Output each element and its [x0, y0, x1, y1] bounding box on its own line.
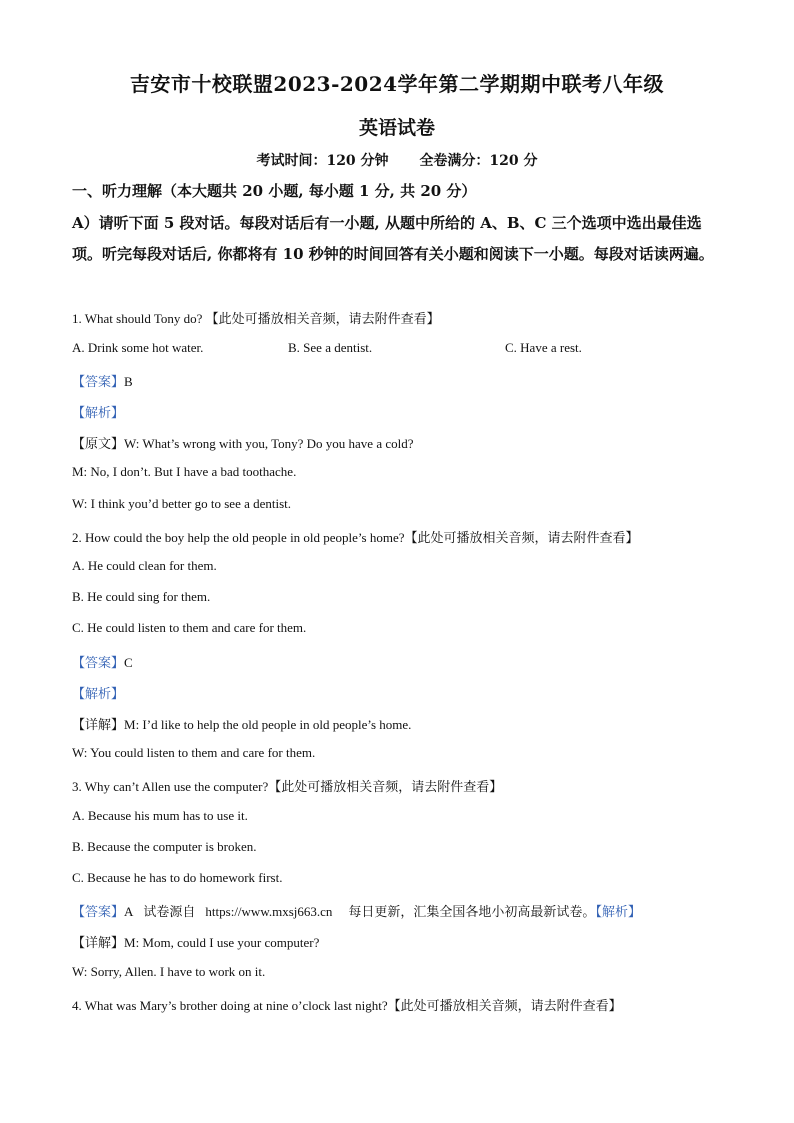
- page-title: 吉安市十校联盟2023-2024学年第二学期期中联考八年级: [129, 72, 665, 96]
- q2-option-c: C. He could listen to them and care for them.: [72, 620, 307, 635]
- q2-option-b: B. He could sing for them.: [72, 589, 211, 604]
- q3-detail-line: [72, 932, 319, 951]
- question-1: 1. What should Tony do? 【此处可播放相关音频，请去附件查看】: [72, 311, 440, 326]
- section-instructions: A）请听下面 5 段对话。每段对话后有一小题, 从题中所给的 A、B、C 三个选项中选出最佳选项。听完每段对话后, 你都将有 10 秒钟的时间回答有关小题和阅读下一小题。每段对话读两遍。: [72, 214, 714, 263]
- q3-option-b: B. Because the computer is broken.: [72, 839, 257, 854]
- question-2: 2. How could the boy help the old people in old people’s home?【此处可播放相关音频，请去附件查看】: [72, 530, 639, 545]
- q1-option-b: B. See a dentist.: [288, 340, 373, 355]
- q1-transcript-line: W: I think you’d better go to see a dentist.: [72, 496, 292, 511]
- analysis-tag: 【解析】: [595, 904, 641, 919]
- answer-tag: 【答案】: [72, 374, 125, 389]
- full-score: 全卷满分：120 分: [419, 153, 538, 169]
- detail-text: M: Mom, could I use your computer?: [124, 935, 320, 950]
- source-note: 每日更新，汇集全国各地小初高最新试卷。: [348, 904, 596, 919]
- q2-detail-line: W: You could listen to them and care for them.: [72, 745, 316, 760]
- q2-detail-line: [72, 714, 411, 733]
- detail-tag: 【详解】: [72, 717, 125, 732]
- q2-option-a: A. He could clean for them.: [72, 558, 217, 573]
- question-3: 3. Why can’t Allen use the computer?【此处可播放相关音频，请去附件查看】: [72, 779, 503, 794]
- q2-answer: [72, 652, 133, 671]
- exam-time: 考试时间：120 分钟: [256, 153, 389, 169]
- exam-info: [0, 150, 794, 170]
- source-label: 试卷源自: [143, 904, 196, 919]
- q3-answer: [72, 901, 641, 920]
- page-subtitle: 英语试卷: [358, 117, 435, 139]
- answer-tag: 【答案】: [72, 655, 125, 670]
- q2-analysis-tag: 【解析】: [72, 686, 125, 701]
- q3-option-a: A. Because his mum has to use it.: [72, 808, 248, 823]
- q1-answer: [72, 371, 133, 390]
- question-4: 4. What was Mary’s brother doing at nine o’clock last night?【此处可播放相关音频，请去附件查看】: [72, 998, 622, 1013]
- detail-tag: 【详解】: [72, 935, 125, 950]
- section-heading: 一、听力理解（本大题共 20 小题, 每小题 1 分, 共 20 分）: [72, 182, 477, 200]
- transcript-tag: 【原文】: [72, 436, 125, 451]
- answer-value: B: [124, 374, 133, 389]
- answer-value: A: [124, 904, 134, 919]
- q1-transcript-line: M: No, I don’t. But I have a bad toothache.: [72, 464, 297, 479]
- q3-detail-line: W: Sorry, Allen. I have to work on it.: [72, 964, 266, 979]
- q3-option-c: C. Because he has to do homework first.: [72, 870, 283, 885]
- q1-transcript-line: [72, 433, 414, 452]
- detail-text: M: I’d like to help the old people in old people’s home.: [124, 717, 412, 732]
- answer-tag: 【答案】: [72, 904, 125, 919]
- source-link[interactable]: https://www.mxsj663.cn: [205, 904, 333, 919]
- q1-analysis-tag: 【解析】: [72, 405, 125, 420]
- q1-option-c: C. Have a rest.: [505, 340, 582, 355]
- answer-value: C: [124, 655, 133, 670]
- q1-option-a: A. Drink some hot water.: [72, 340, 204, 355]
- transcript-text: W: What’s wrong with you, Tony? Do you have a cold?: [124, 436, 414, 451]
